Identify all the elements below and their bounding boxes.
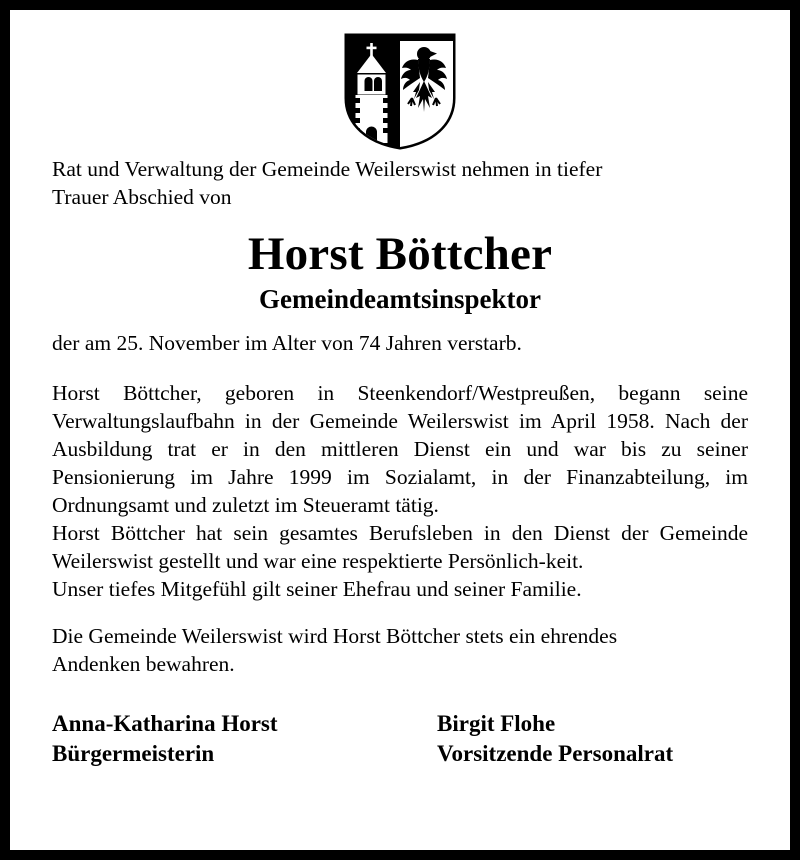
- signature-role: Bürgermeisterin: [52, 740, 215, 766]
- deceased-block: [52, 227, 748, 315]
- bio-p1-line-1: Horst Böttcher, geboren in Steenkendorf/Westpreußen, begann: [52, 381, 704, 406]
- closing-text: [52, 623, 748, 679]
- bio-p2-line-1: Horst Böttcher hat sein gesamtes Berufsleben in den Dienst der: [52, 521, 660, 546]
- bio-paragraph-3: Unser tiefes Mitgefühl gilt seiner Ehefrau und seiner Familie.: [52, 576, 582, 601]
- deceased-name: Horst Böttcher: [247, 227, 553, 280]
- bio-p2-line-2: Gemeinde Weilerswist gestellt und war eine respektierte Persönlich-: [52, 521, 748, 573]
- signature-name: Anna-Katharina Horst: [52, 710, 278, 736]
- bio-p2-line-3: keit.: [545, 549, 584, 573]
- bio-p1-line-5: Finanzabteilung, im Ordnungsamt und zuletzt im Steueramt tätig.: [52, 465, 748, 518]
- bio-p1-line-2: seine Verwaltungslaufbahn in der Gemeinde Weilerswist im April: [52, 381, 748, 434]
- closing-line-2: Andenken bewahren.: [52, 651, 235, 676]
- signature-role: Vorsitzende Personalrat: [437, 740, 674, 766]
- signature-block: [52, 709, 748, 769]
- signature-name: Birgit Flohe: [437, 710, 556, 736]
- bio-p1-line-4: war bis zu seiner Pensionierung im Jahre 1999 im Sozialamt, in der: [52, 437, 748, 490]
- signature-council-chair: [437, 709, 673, 769]
- signature-mayor: [52, 709, 437, 769]
- biography-text: [52, 380, 748, 604]
- closing-line-1: Die Gemeinde Weilerswist wird Horst Böttcher stets ein ehrendes: [52, 623, 618, 648]
- coat-of-arms-container: [52, 32, 748, 150]
- coat-of-arms-icon: [344, 32, 456, 150]
- intro-line-2: Trauer Abschied von: [52, 184, 232, 209]
- intro-text: [52, 156, 748, 212]
- bio-paragraph-1: [52, 380, 748, 520]
- bio-paragraph-2: [52, 520, 748, 576]
- death-dateline: der am 25. November im Alter von 74 Jahren verstarb.: [52, 331, 522, 356]
- bio-p1-line-3: 1958. Nach der Ausbildung trat er in den mittleren Dienst ein und: [52, 409, 748, 462]
- intro-line-1: Rat und Verwaltung der Gemeinde Weilerswist nehmen in tiefer: [52, 157, 603, 181]
- deceased-title: Gemeindeamtsinspektor: [259, 283, 541, 314]
- notice-content: [10, 10, 790, 850]
